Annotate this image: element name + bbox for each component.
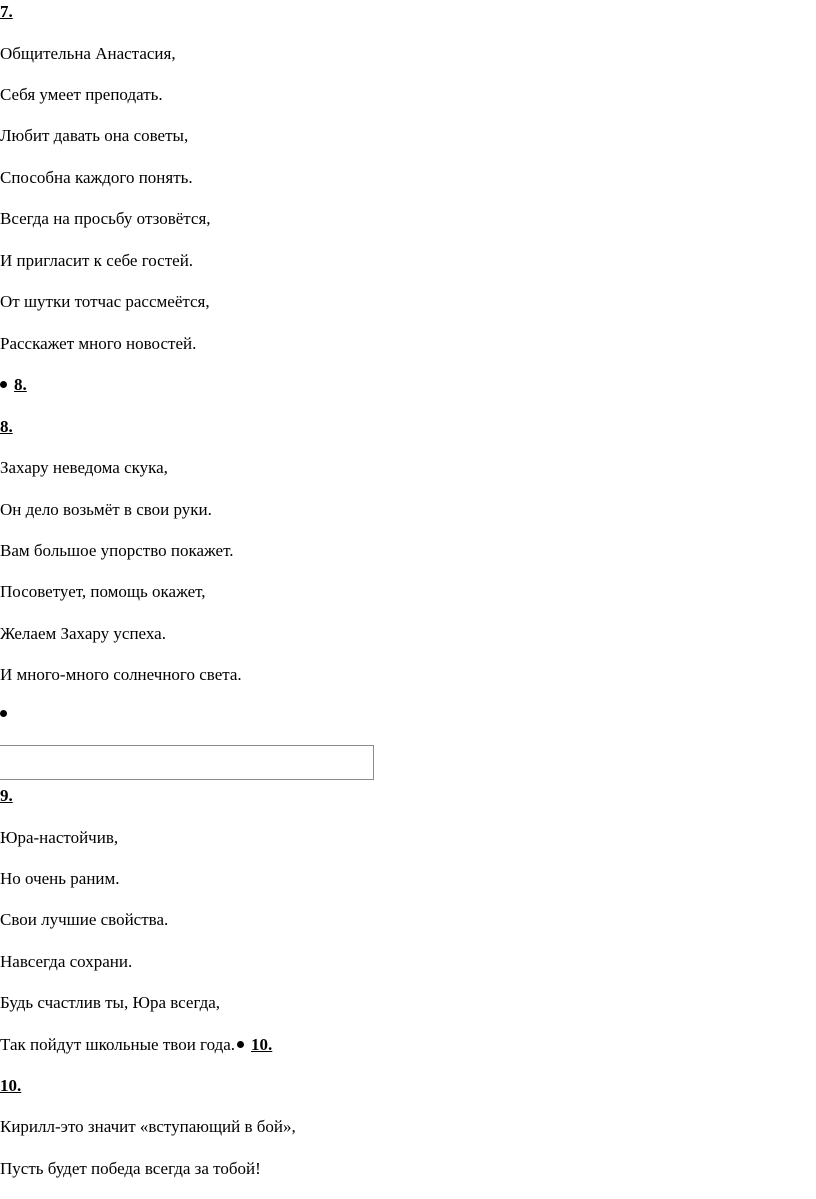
- poem-line: Общительна Анастасия,: [0, 44, 176, 63]
- section-7-number: 7.: [0, 2, 13, 21]
- section-9-number: 9.: [0, 786, 13, 805]
- poem-line: Будь счастлив ты, Юра всегда,: [0, 993, 221, 1012]
- bullet-dot-icon: [0, 710, 7, 717]
- bullet-dot-icon: [237, 1041, 244, 1048]
- poem-line: Способна каждого понять.: [0, 168, 193, 187]
- poem-line: От шутки тотчас рассмеётся,: [0, 292, 210, 311]
- section-8-number: 8.: [0, 417, 13, 436]
- bullet-8-link[interactable]: 8.: [14, 375, 27, 394]
- poem-line: Себя умеет преподать.: [0, 85, 163, 104]
- bullet-dot-icon: [0, 381, 7, 388]
- poem-line: Так пойдут школьные твои года.: [0, 1035, 236, 1054]
- poem-line: Но очень раним.: [0, 869, 120, 888]
- poem-line: Посоветует, помощь окажет,: [0, 582, 206, 601]
- poem-line: Желаем Захару успеха.: [0, 624, 166, 643]
- empty-frame: [0, 745, 374, 780]
- poem-line: Навсегда сохрани.: [0, 952, 133, 971]
- poem-line: Расскажет много новостей.: [0, 334, 197, 353]
- poem-line: Любит давать она советы,: [0, 126, 189, 145]
- poem-line: Пусть будет победа всегда за тобой!: [0, 1159, 261, 1178]
- poem-line: Кирилл-это значит «вступающий в бой»,: [0, 1117, 296, 1136]
- bullet-item-8: [0, 375, 27, 395]
- poem-line: И пригласит к себе гостей.: [0, 251, 194, 270]
- bullet-10-link[interactable]: 10.: [251, 1035, 273, 1054]
- poem-line: И много-много солнечного света.: [0, 665, 242, 684]
- poem-line: Вам большое упорство покажет.: [0, 541, 234, 560]
- poem-line: Юра-настойчив,: [0, 828, 119, 847]
- empty-bullet-item: [0, 704, 7, 724]
- poem-line: Захару неведома скука,: [0, 458, 168, 477]
- poem-line: Свои лучшие свойства.: [0, 910, 169, 929]
- poem-line: Всегда на просьбу отзовётся,: [0, 209, 211, 228]
- poem-line-with-bullet: [0, 1035, 272, 1055]
- section-10-number: 10.: [0, 1076, 22, 1095]
- poem-line: Он дело возьмёт в свои руки.: [0, 500, 212, 519]
